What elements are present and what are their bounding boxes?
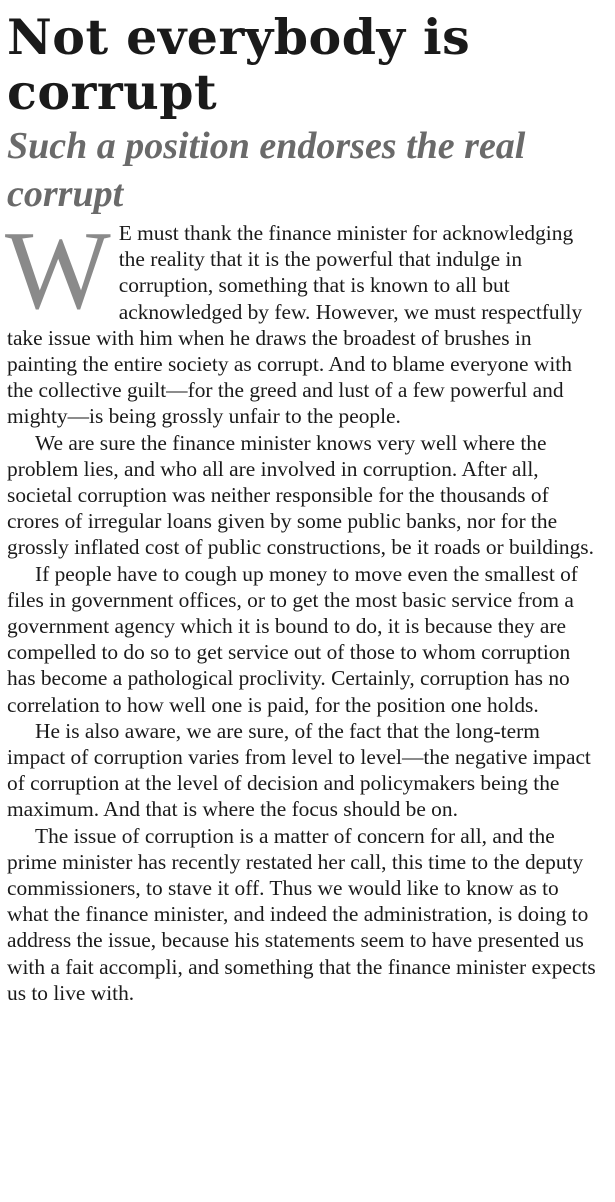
- article-paragraph-1: [5, 209, 603, 430]
- article-paragraph-5: The issue of corruption is a matter of concern for all, and the prime minister has recently restated her call, this time to the deputy commissioners, to stave it off. Thus we would like to know as to what the finance minister, and indeed the administration, is doing to address the issue, because his statements seem to have presented us with a fait accompli, and something that the finance minister expects us to live with.: [7, 823, 596, 1005]
- article-body: [5, 209, 603, 1006]
- article-paragraph-2: We are sure the finance minister knows very well where the problem lies, and who all are involved in corruption. After all, societal corruption was neither responsible for the thousands of crores of irregular loans given by some public banks, nor for the grossly inflated cost of public constructions, be it roads or buildings.: [7, 430, 594, 560]
- paragraph-1-text: E must thank the finance minister for acknowledging the reality that it is the powerful that indulge in corruption, something that is known to all but acknowledged by few. However, we must respectfully take issue with him when he draws the broadest of brushes in painting the entire society as corrupt. And to blame everyone with the collective guilt—for the greed and lust of a few powerful and mighty—is being grossly unfair to the people.: [7, 221, 583, 429]
- drop-cap: W: [5, 209, 111, 333]
- article-headline: Not everybody is corrupt: [7, 8, 471, 121]
- article-paragraph-3: If people have to cough up money to move even the smallest of files in government offices, or to get the most basic service from a government agency which it is bound to do, it is because they are compelled to do so to get service out of those to whom corruption has become a pathological proclivity. Certainly, corruption has no correlation to how well one is paid, for the position one holds.: [7, 561, 578, 717]
- article-paragraph-4: He is also aware, we are sure, of the fact that the long-term impact of corruption varies from level to level—the negative impact of corruption at the level of decision and policymakers being the maximum. And that is where the focus should be on.: [7, 718, 591, 822]
- editorial-article: [7, 0, 603, 1006]
- article-subheadline: Such a position endorses the real corrupt: [7, 125, 526, 215]
